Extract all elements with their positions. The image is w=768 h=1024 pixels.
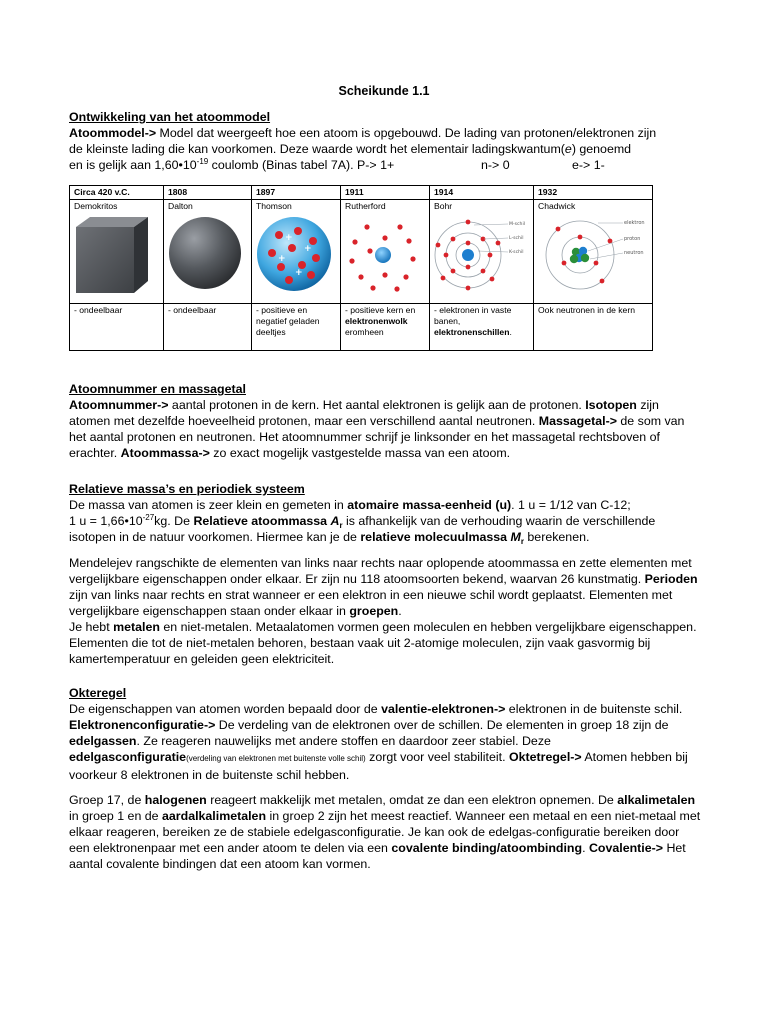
description-cell: - elektronen in vaste banen, elektronenschillen.	[430, 304, 534, 351]
image-cell	[534, 213, 653, 304]
scientist-cell: Bohr	[430, 200, 534, 214]
plus-sign: +	[295, 268, 303, 278]
shell-label: L-schil	[509, 236, 524, 241]
section-okteregel	[69, 685, 701, 783]
plum-pudding-icon	[256, 215, 336, 295]
paragraph: Mendelejev rangschikte de elementen van links naar rechts naar oplopende atoommassa en zette elementen met vergelijkbare eigenschappen onder elkaar. Er zijn nu 118 atoomsoorten bekend, waarvan 26 kunstmatig. Perioden zijn van links naar rechts en strat wanneer er een elektron in een nieuwe schil wordt geplaatst. Elementen met vergelijkbare eigenschappen staan onder elkaar in groepen. Je hebt metalen en niet-metalen. Metaalatomen vormen geen moleculen en hebben vergelijkbare eigenschappen. Elementen die tot de niet-metalen behoren, bestaan vaak uit 2-atomige moleculen, zijn vaak gasvormig bij kamertemperatuur en geleiden geen elektriciteit.	[69, 556, 698, 666]
solid-cube-icon	[74, 215, 154, 295]
table-row-descriptions	[70, 304, 653, 351]
plus-sign: +	[304, 244, 312, 254]
scientist-cell: Thomson	[252, 200, 341, 214]
charge-electron: e-> 1-	[572, 158, 605, 172]
section-halogenen	[69, 792, 701, 872]
section-atoomnummer	[69, 381, 701, 461]
image-cell	[252, 213, 341, 304]
description-cell: - ondeelbaar	[70, 304, 164, 351]
scientist-cell: Chadwick	[534, 200, 653, 214]
paragraph: en is gelijk aan $1,60•10^{-19}$ coulomb (Binas tabel 7A). P-> 1+ n-> 0 e-> 1-	[69, 157, 605, 172]
paragraph: Groep 17, de halogenen reageert makkelijk met metalen, omdat ze dan een elektron opnemen. De alkalimetalen in groep 1 en de aardalkalimetalen in groep 2 zijn het meest reactief. Wanneer een metaal en een niet-metaal met elkaar reageren, bereiken ze de stabiele edelgasconfiguratie. Je kan ook de edelgas-configuratie bereiken door een elektronenpaar met een ander atoom te delen via een covalente binding/atoombinding. Covalentie-> Het aantal covalente bindingen dat een atoom kan vormen.	[69, 793, 701, 871]
section-mendelejev	[69, 555, 701, 667]
scientist-cell: Dalton	[164, 200, 252, 214]
page-title: Scheikunde 1.1	[338, 84, 430, 98]
image-cell	[70, 213, 164, 304]
table-row-scientists	[70, 200, 653, 214]
solid-sphere-icon	[168, 215, 248, 295]
year-cell: 1914	[430, 186, 534, 200]
scientist-cell: Rutherford	[341, 200, 430, 214]
description-cell: - positieve kern en elektronenwolk eromheen	[341, 304, 430, 351]
scientist-cell: Demokritos	[70, 200, 164, 214]
term: Atoommodel->	[69, 126, 157, 140]
paragraph: Atoomnummer-> aantal protonen in de kern. Het aantal elektronen is gelijk aan de protonen. Isotopen zijn atomen met dezelfde hoeveelheid protonen, maar een verschillend aantal neutronen. Massagetal-> de som van het aantal protonen en neutronen. Het atoomnummer schrijf je linksonder en het massagetal rechtsboven of erachter. Atoommassa-> zo exact mogelijk vastgestelde massa van een atoom.	[69, 398, 685, 460]
year-cell: 1911	[341, 186, 430, 200]
atom-models-table	[69, 185, 653, 351]
year-cell: 1808	[164, 186, 252, 200]
shell-label: K-schil	[509, 250, 524, 255]
paragraph: de kleinste lading die kan voorkomen. Deze waarde wordt het elementair ladingskwantum(e) genoemd	[69, 142, 632, 156]
image-cell	[341, 213, 430, 304]
year-cell: Circa 420 v.C.	[70, 186, 164, 200]
section-heading: Ontwikkeling van het atoommodel	[69, 110, 271, 124]
nucleus-model-icon	[345, 215, 425, 295]
image-cell	[164, 213, 252, 304]
year-cell: 1932	[534, 186, 653, 200]
description-cell: Ook neutronen in de kern	[534, 304, 653, 351]
neutron-model-icon	[538, 215, 648, 295]
plus-sign: +	[285, 233, 293, 243]
section-heading: Atoomnummer en massagetal	[69, 382, 246, 396]
particle-label: proton	[624, 236, 641, 242]
paragraph: De eigenschappen van atomen worden bepaald door de valentie-elektronen-> elektronen in de buitenste schil. Elektronenconfiguratie-> De verdeling van de elektronen over de schillen. De elementen in groep 18 zijn de edelgassen. Ze reageren nauwelijks met andere stoffen en daardoor zeer stabiel. Deze edelgasconfiguratie(verdeling van elektronen met buitenste volle schil) zorgt voor veel stabiliteit. Oktetregel-> Atomen hebben bij voorkeur 8 elektronen in de buitenste schil hebben.	[69, 702, 688, 782]
section-relatieve-massa	[69, 481, 701, 545]
plus-sign: +	[278, 254, 286, 264]
section-heading: Relatieve massa’s en periodiek systeem	[69, 482, 305, 496]
year-cell: 1897	[252, 186, 341, 200]
section-heading: Okteregel	[69, 686, 127, 700]
shell-label: M-schil	[509, 222, 526, 227]
table-row-years	[70, 186, 653, 200]
paragraph: Atoommodel-> Model dat weergeeft hoe een atoom is opgebouwd. De lading van protonen/elektronen zijn	[69, 126, 657, 140]
section-atoommodel	[69, 109, 701, 173]
description-cell: - ondeelbaar	[164, 304, 252, 351]
particle-label: elektron	[624, 220, 645, 226]
description-cell: - positieve en negatief geladen deeltjes	[252, 304, 341, 351]
shell-model-icon	[434, 215, 529, 295]
image-cell	[430, 213, 534, 304]
particle-label: neutron	[624, 250, 644, 256]
paragraph: De massa van atomen is zeer klein en gemeten in atomaire massa-eenheid (u). 1 u = 1/12 van C-12; 1 $u = 1,66•10^{-27}kg$. De Relatieve atoommassa $A_r$ is afhankelijk van de verhouding waarin de verschillende isotopen in de natuur voorkomen. Hiermee kan je de relatieve molecuulmassa $M_r$ berekenen.	[69, 498, 656, 546]
charge-neutron: n-> 0	[481, 158, 510, 172]
table-row-images	[70, 213, 653, 304]
